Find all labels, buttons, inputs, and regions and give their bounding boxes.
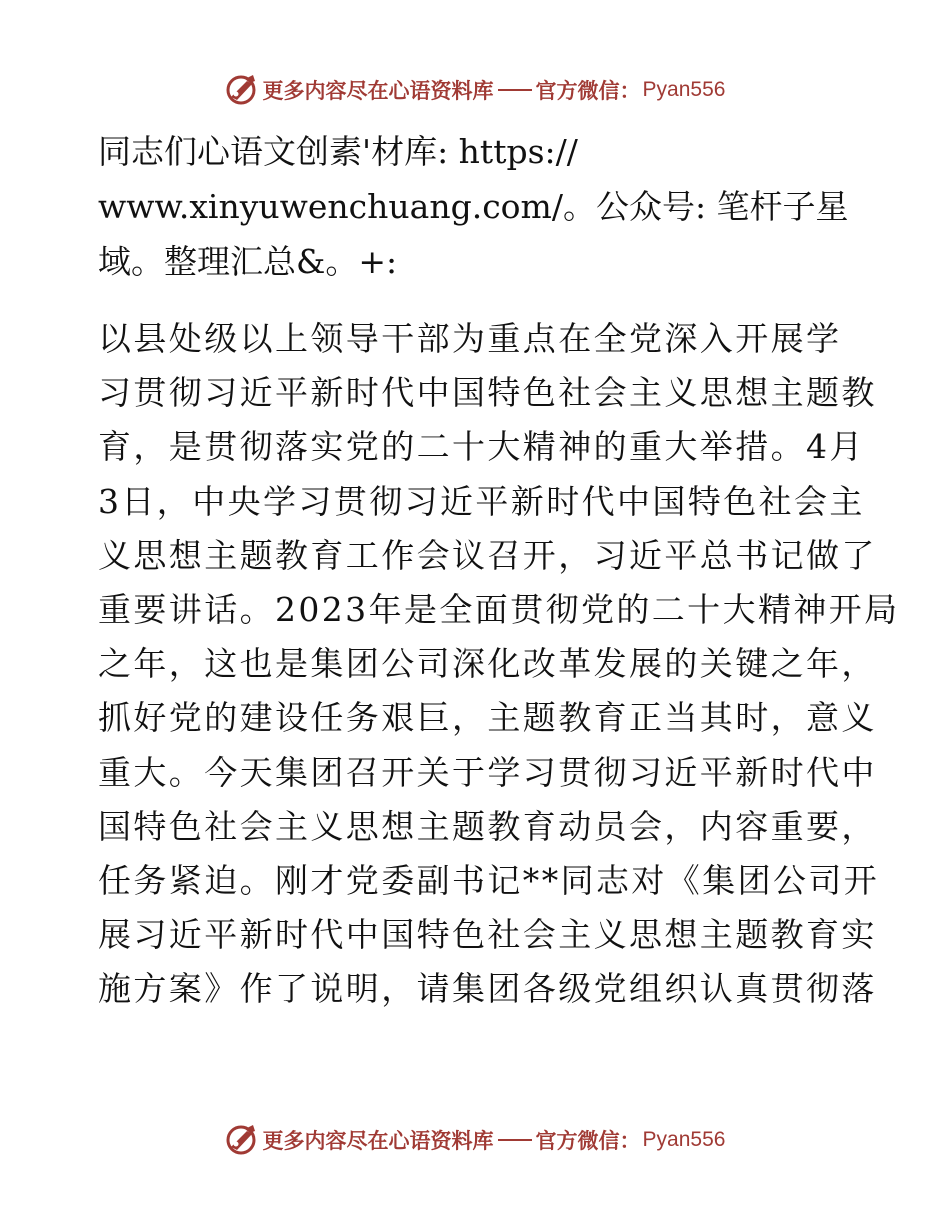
banner-dash-divider: [498, 1139, 532, 1141]
body-line: 施方案》作了说明，请集团各级党组织认真贯彻落: [98, 969, 877, 1009]
banner-wechat-id: Pyan556: [642, 1128, 726, 1151]
body-line: 重大。今天集团召开关于学习贯彻习近平新时代中: [98, 752, 877, 792]
header-line: www.xinyuwenchuang.com/。公众号: 笔杆子星: [98, 187, 849, 226]
watermark-banner-bottom: [0, 1120, 950, 1160]
banner-dash-divider: [498, 89, 532, 91]
watermark-banner-top: [0, 70, 950, 110]
body-paragraph: [98, 312, 900, 1016]
body-line: 义思想主题教育工作会议召开，习近平总书记做了: [98, 535, 877, 575]
banner-slogan: 更多内容尽在心语资料库: [262, 78, 494, 103]
header-line: 同志们心语文创素'材库: https://: [98, 132, 578, 171]
header-line: 域。整理汇总&。+:: [98, 242, 398, 281]
body-line: 抓好党的建设任务艰巨，主题教育正当其时，意义: [98, 698, 877, 738]
body-line: 任务紧迫。刚才党委副书记**同志对《集团公司开: [98, 860, 880, 900]
body-line: 习贯彻习近平新时代中国特色社会主义思想主题教: [98, 373, 877, 413]
body-line: 展习近平新时代中国特色社会主义思想主题教育实: [98, 915, 877, 955]
brand-logo-icon: [225, 1123, 259, 1157]
body-line: 重要讲话。2023年是全面贯彻党的二十大精神开局: [98, 589, 900, 629]
body-line: 国特色社会主义思想主题教育动员会，内容重要，: [98, 806, 877, 846]
body-line: 3日，中央学习贯彻习近平新时代中国特色社会主: [98, 481, 865, 521]
brand-logo-icon: [225, 73, 259, 107]
body-line: 育，是贯彻落实党的二十大精神的重大举措。4月: [98, 427, 865, 467]
banner-official-label: 官方微信：: [535, 1128, 641, 1153]
body-line: 以县处级以上领导干部为重点在全党深入开展学: [98, 319, 842, 358]
header-text-block: [98, 124, 858, 289]
banner-official-label: 官方微信：: [535, 78, 641, 103]
banner-wechat-id: Pyan556: [642, 78, 726, 101]
banner-slogan: 更多内容尽在心语资料库: [262, 1128, 494, 1153]
body-line: 之年，这也是集团公司深化改革发展的关键之年，: [98, 644, 877, 684]
